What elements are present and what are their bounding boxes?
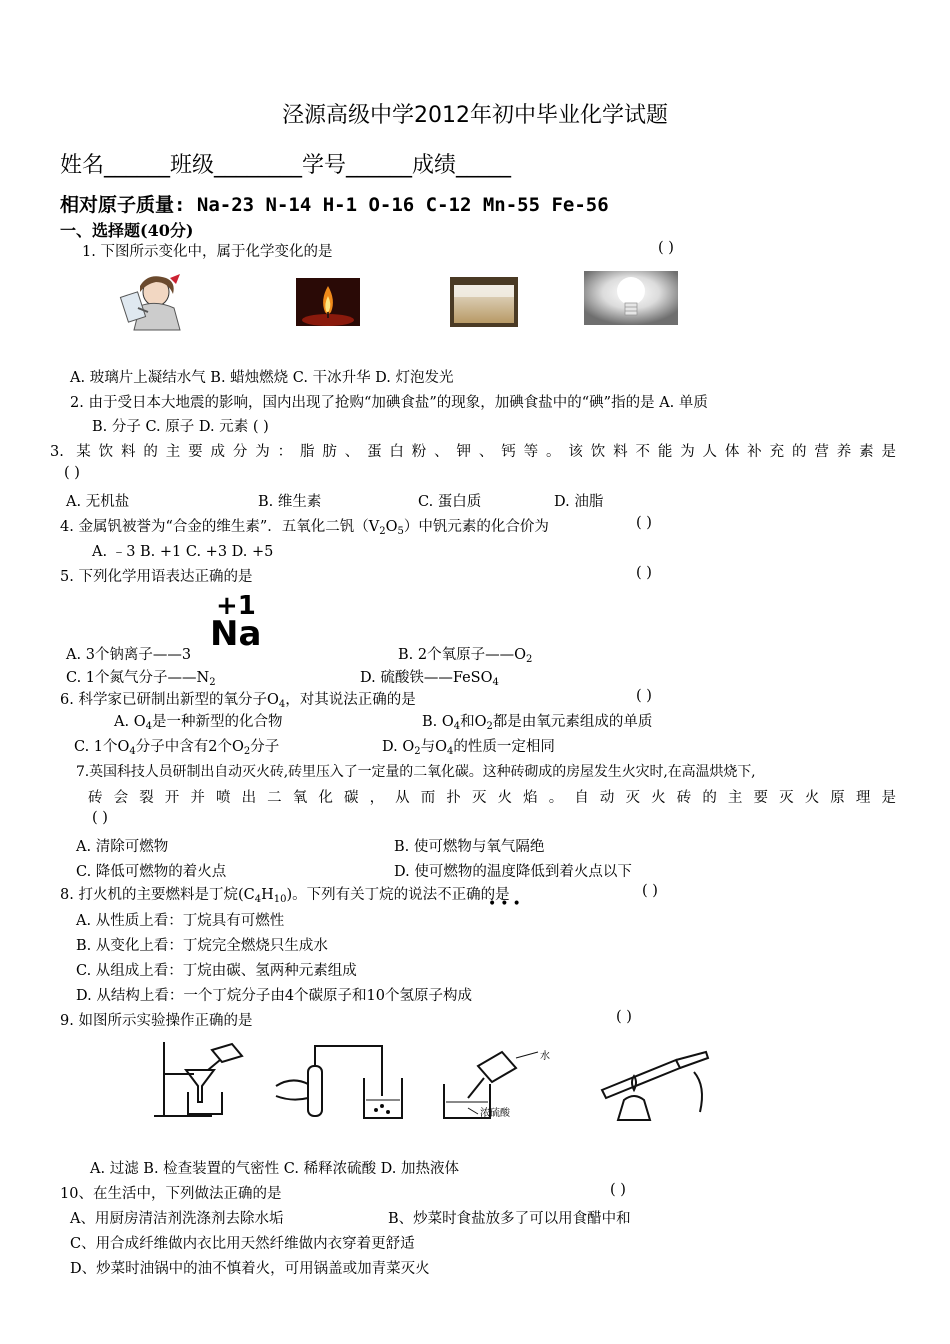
q5-paren: ( ) (636, 565, 652, 581)
section-heading: 一、选择题(40分) (60, 221, 194, 240)
heating-liquid-image (594, 1042, 718, 1122)
q4-options: A. ﹣3 B. +1 C. +3 D. +5 (92, 544, 274, 560)
q6-stem: 6. 科学家已研制出新型的氧分子$O_4$，对其说法正确的是 (60, 692, 416, 710)
burning-candle-image (296, 278, 360, 326)
q4-stem: 4. 金属钒被誉为“合金的维生素”．五氧化二钒$(V_2O_5)$中钒元素的化合价为 (60, 519, 549, 537)
q8-stem: 8. 打火机的主要燃料是丁烷$(C_4H_{10})$。下列有关丁烷的说法不正确的是 (60, 887, 510, 905)
q8-option-c: C. 从组成上看：丁烷由碳、氢两种元素组成 (76, 963, 357, 979)
q8-option-a: A. 从性质上看：丁烷具有可燃性 (76, 913, 285, 929)
q7-option-c: C. 降低可燃物的着火点 (76, 864, 227, 880)
q5-option-a: A. 3个钠离子——3 (66, 647, 192, 663)
q6-option-b: B. $O_4$和$O_2$都是由氧元素组成的单质 (422, 714, 653, 732)
q7-paren: ( ) (92, 810, 108, 826)
airtightness-check-apparatus-image (272, 1040, 412, 1122)
q6-option-a: A. $O_4$是一种新型的化合物 (114, 714, 283, 732)
q10-option-b: B、炒菜时食盐放多了可以用食醋中和 (388, 1211, 631, 1227)
q7-option-d: D. 使可燃物的温度降低到着火点以下 (394, 864, 632, 880)
q10-paren: ( ) (610, 1182, 626, 1198)
emphasis-dots: ••• (488, 896, 525, 912)
q5-option-d: D. 硫酸铁——FeSO$_4$ (360, 670, 499, 688)
student-info-line: 姓名______班级________学号______成绩_____ (60, 153, 512, 178)
q8-paren: ( ) (642, 883, 658, 899)
q6-option-c: C. 1个$O_4$分子中含有2个$O_2$分子 (74, 739, 280, 757)
q7-option-b: B. 使可燃物与氧气隔绝 (394, 839, 545, 855)
sodium-ion-symbol: +1 Na (210, 591, 262, 654)
q5-option-c: C. 1个氮气分子$——N_2$ (66, 670, 216, 688)
q2-cont: B. 分子 C. 原子 D. 元素 ( ) (92, 419, 269, 435)
q3-stem: 3. 某饮料的主要成分为：脂肪、蛋白粉、钾、钙等。该饮料不能为人体补充的营养素是 (50, 444, 896, 460)
filtration-apparatus-image (150, 1036, 250, 1122)
q3-option-a: A. 无机盐 (66, 494, 130, 510)
q10-option-c: C、用合成纤维做内衣比用天然纤维做内衣穿着更舒适 (70, 1236, 415, 1252)
q1-paren: ( ) (658, 240, 674, 256)
q7-line1: 7.英国科技人员研制出自动灭火砖,砖里压入了一定量的二氧化碳。这种砖砌成的房屋发生火灾时,在高温烘烧下, (76, 764, 756, 780)
q8-option-d: D. 从结构上看：一个丁烷分子由4个碳原子和10个氢原子构成 (76, 988, 473, 1004)
q5-stem: 5. 下列化学用语表达正确的是 (60, 569, 253, 585)
q3-paren: ( ) (64, 465, 80, 481)
q10-option-a: A、用厨房清洁剂洗涤剂去除水垢 (70, 1211, 284, 1227)
q9-stem: 9. 如图所示实验操作正确的是 (60, 1013, 253, 1029)
q6-option-d: D. $O_2$与$O_4$的性质一定相同 (382, 739, 555, 757)
q9-options: A. 过滤 B. 检查装置的气密性 C. 稀释浓硫酸 D. 加热液体 (90, 1161, 460, 1177)
q3-option-d: D. 油脂 (554, 494, 604, 510)
atomic-mass-line: 相对原子质量: Na-23 N-14 H-1 O-16 C-12 Mn-55 Fe-56 (60, 194, 609, 216)
q10-stem: 10、在生活中，下列做法正确的是 (60, 1186, 282, 1202)
dry-ice-image (450, 277, 518, 327)
q8-option-b: B. 从变化上看：丁烷完全燃烧只生成水 (76, 938, 328, 954)
q1-stem: 1. 下图所示变化中，属于化学变化的是 (82, 244, 333, 260)
q10-option-d: D、炒菜时油锅中的油不慎着火，可用锅盖或加青菜灭火 (70, 1261, 430, 1277)
q1-options: A. 玻璃片上凝结水气 B. 蜡烛燃烧 C. 干冰升华 D. 灯泡发光 (70, 370, 454, 386)
girl-breathing-on-glass-image (118, 272, 198, 332)
q9-paren: ( ) (616, 1009, 632, 1025)
q3-option-b: B. 维生素 (258, 494, 322, 510)
exam-title: 泾源高级中学2012年初中毕业化学试题 (282, 103, 668, 128)
glowing-light-bulb-image (584, 271, 678, 325)
q2-stem: 2. 由于受日本大地震的影响，国内出现了抢购“加碘食盐”的现象，加碘食盐中的“碘”指的是 A. 单质 (70, 395, 708, 411)
q6-paren: ( ) (636, 688, 652, 704)
q5-option-b: B. 2个氧原子$——O_2$ (398, 647, 533, 665)
label-sulfuric-acid: 浓硫酸 (480, 1108, 510, 1119)
q3-option-c: C. 蛋白质 (418, 494, 482, 510)
label-water: 水 (540, 1051, 550, 1062)
q4-paren: ( ) (636, 515, 652, 531)
q7-line2: 砖会裂开并喷出二氧化碳，从而扑灭火焰。自动灭火砖的主要灭火原理是 (88, 790, 896, 806)
q7-option-a: A. 清除可燃物 (76, 839, 169, 855)
